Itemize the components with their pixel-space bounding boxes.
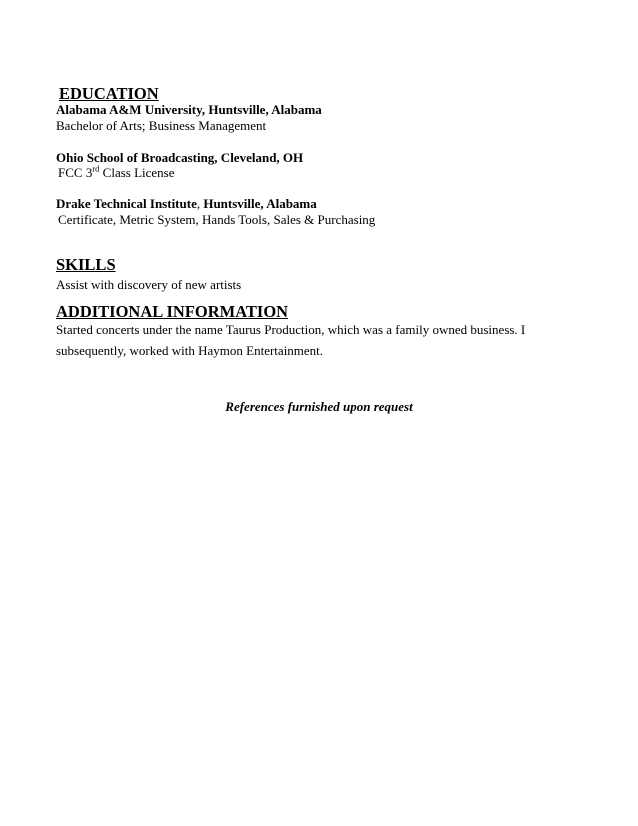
education-heading: EDUCATION: [59, 84, 159, 103]
education-institution-2: Ohio School of Broadcasting, Cleveland, OH: [56, 150, 304, 165]
education-detail-2-suffix: Class License: [99, 165, 175, 180]
additional-text: Started concerts under the name Taurus Production, which was a family owned business. I subsequently, worked with Haymon Entertainment.: [56, 322, 526, 358]
education-institution-3-sep: ,: [196, 196, 204, 211]
skills-text: Assist with discovery of new artists: [56, 277, 242, 292]
education-institution-1: Alabama A&M University, Huntsville, Alabama: [56, 102, 322, 117]
education-institution-3: [56, 196, 317, 212]
skills-heading: SKILLS: [56, 255, 116, 274]
education-detail-3: Certificate, Metric System, Hands Tools, Sales & Purchasing: [58, 212, 376, 227]
education-detail-2-prefix: FCC 3: [58, 165, 93, 180]
education-institution-3-name: Drake Technical Institute: [56, 196, 197, 211]
education-detail-2-sup: rd: [92, 163, 100, 174]
education-detail-1: Bachelor of Arts; Business Management: [56, 118, 267, 133]
education-institution-3-location: Huntsville, Alabama: [203, 196, 317, 211]
references-note: References furnished upon request: [225, 399, 413, 414]
additional-heading: ADDITIONAL INFORMATION: [56, 302, 289, 321]
education-detail-2: [58, 165, 175, 181]
